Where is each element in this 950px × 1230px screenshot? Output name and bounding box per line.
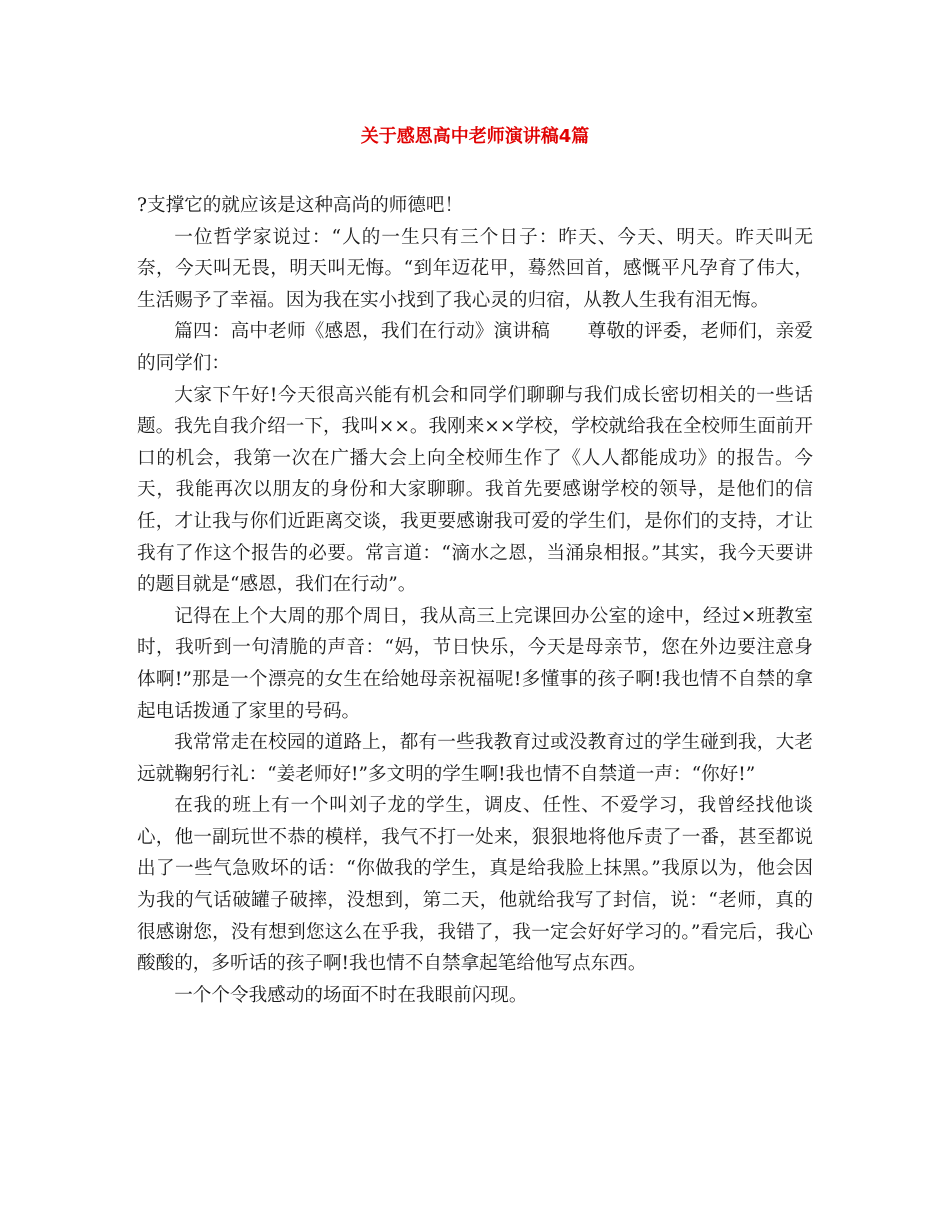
document-body (137, 190, 813, 1011)
paragraph-4: 大家下午好!今天很高兴能有机会和同学们聊聊与我们成长密切相关的一些话题。我先自我介绍一下，我叫××。我刚来××学校，学校就给我在全校师生面前开口的机会，我第一次在广播大会上向全校师生作了《人人都能成功》的报告。今天，我能再次以朋友的身份和大家聊聊。我首先要感谢学校的领导，是他们的信任，才让我与你们近距离交谈，我更要感谢我可爱的学生们，是你们的支持，才让我有了作这个报告的必要。常言道：“滴水之恩，当涌泉相报。”其实，我今天要讲的题目就是“感恩，我们在行动”。 (137, 384, 813, 596)
paragraph-7: 在我的班上有一个叫刘子龙的学生，调皮、任性、不爱学习，我曾经找他谈心，他一副玩世不恭的模样，我气不打一处来，狠狠地将他斥责了一番，甚至都说出了一些气急败坏的话：“你做我的学生，真是给我脸上抹黑。”我原以为，他会因为我的气话破罐子破摔，没想到，第二天，他就给我写了封信，说：“老师，真的很感谢您，没有想到您这么在乎我，我错了，我一定会好好学习的。”看完后，我心酸酸的，多听话的孩子啊!我也情不自禁拿起笔给他写点东西。 (137, 795, 813, 975)
paragraph-8: 一个个令我感动的场面不时在我眼前闪现。 (174, 984, 528, 1006)
paragraph-6: 我常常走在校园的道路上，都有一些我教育过或没教育过的学生碰到我，大老远就鞠躬行礼：“姜老师好!”多文明的学生啊!我也情不自禁道一声：“你好!” (137, 732, 813, 785)
paragraph-2: 一位哲学家说过：“人的一生只有三个日子：昨天、今天、明天。昨天叫无奈，今天叫无畏，明天叫无悔。“到年迈花甲，蓦然回首，感慨平凡孕育了伟大，生活赐予了幸福。因为我在实小找到了我心灵的归宿，从教人生我有泪无悔。 (137, 226, 813, 311)
document-title: 关于感恩高中老师演讲稿4篇 (360, 126, 590, 147)
paragraph-5: 记得在上个大周的那个周日，我从高三上完课回办公室的途中，经过×班教室时，我听到一句清脆的声音：“妈，节日快乐，今天是母亲节，您在外边要注意身体啊!”那是一个漂亮的女生在给她母亲祝福呢!多懂事的孩子啊!我也情不自禁的拿起电话拨通了家里的号码。 (137, 605, 813, 722)
paragraph-3: 篇四：高中老师《感恩，我们在行动》演讲稿 尊敬的评委，老师们，亲爱的同学们： (137, 321, 813, 374)
paragraph-1: ?支撑它的就应该是这种高尚的师德吧！ (137, 195, 464, 216)
